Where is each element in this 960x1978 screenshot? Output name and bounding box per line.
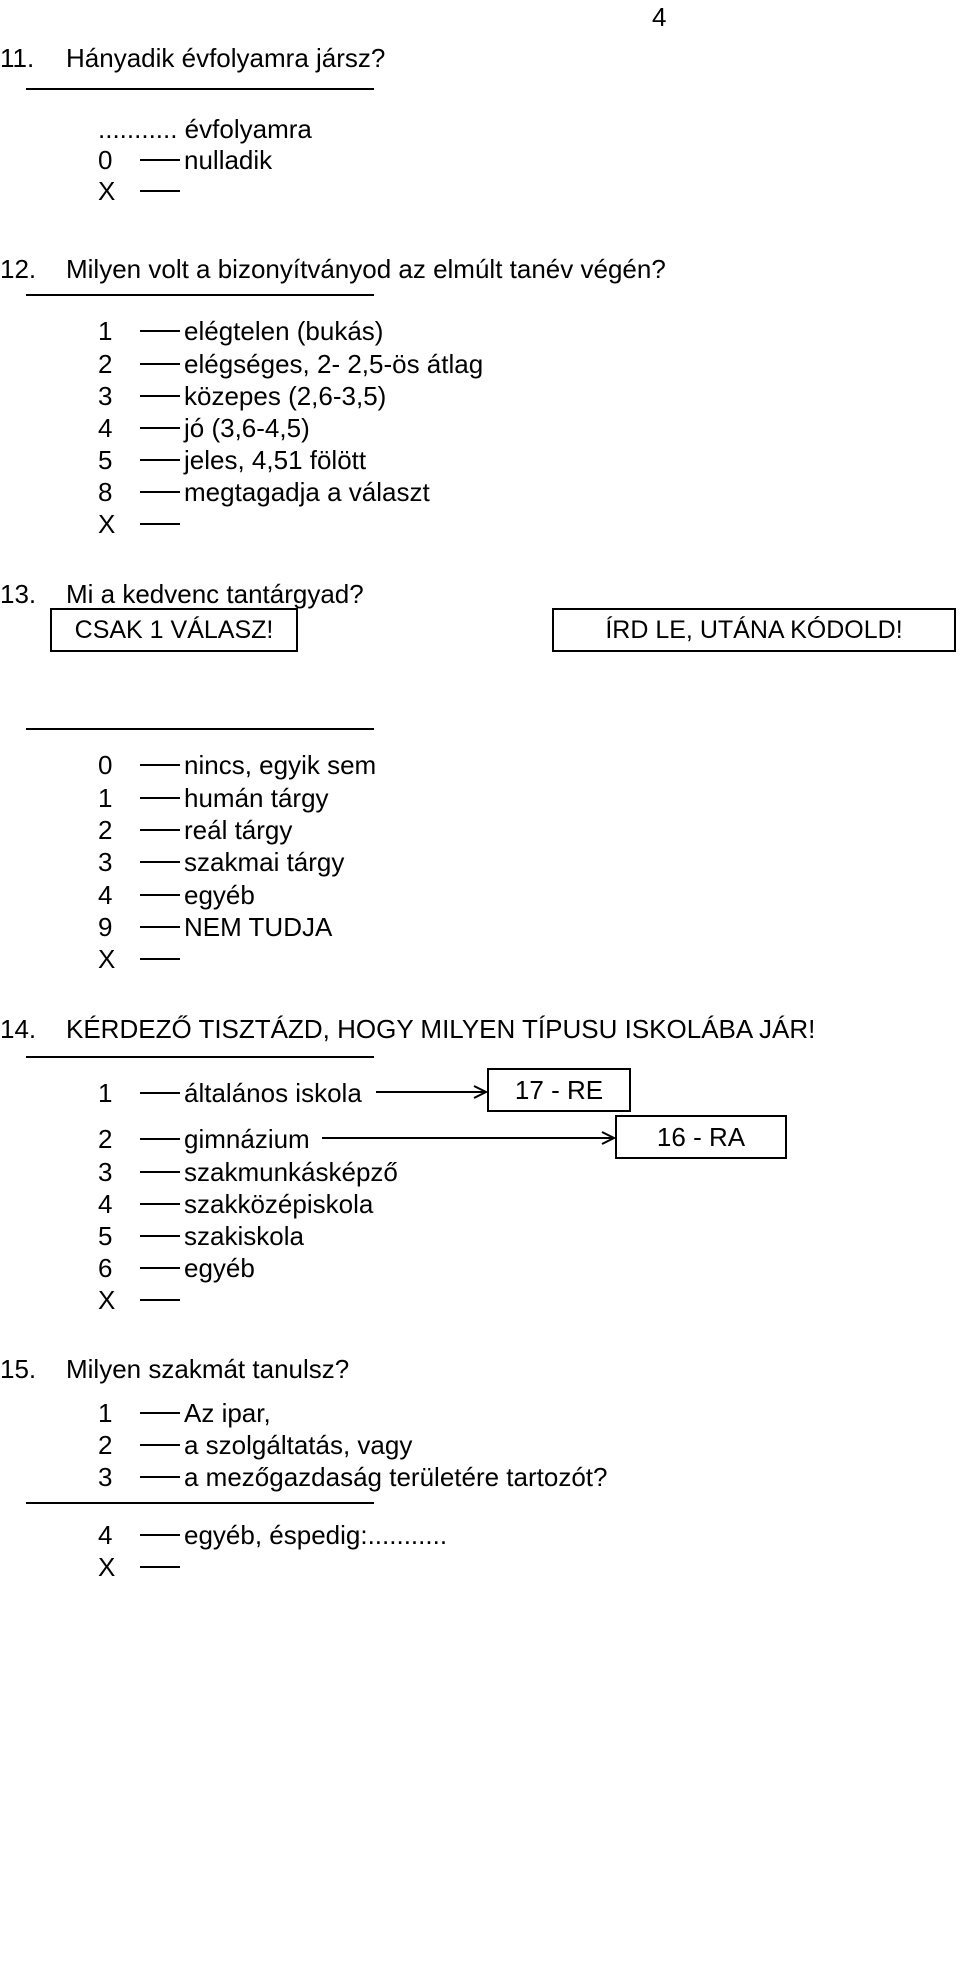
option-label: Az ipar, xyxy=(184,1398,271,1428)
option-code: 3 xyxy=(98,847,113,877)
question-number: 11. xyxy=(0,43,35,73)
question-text: Mi a kedvenc tantárgyad? xyxy=(66,579,364,609)
question-text: Milyen volt a bizonyítványod az elmúlt tanév végén? xyxy=(66,254,666,284)
option-label: egyéb, éspedig:........... xyxy=(184,1520,448,1550)
skip-box-17: 17 - RE xyxy=(487,1068,631,1112)
option-label: szakiskola xyxy=(184,1221,304,1251)
option-code: 4 xyxy=(98,1520,113,1550)
option-dash xyxy=(140,1171,180,1173)
option-dash xyxy=(140,1203,180,1205)
option-dash xyxy=(140,330,180,332)
option-dash xyxy=(140,1566,180,1568)
option-dash xyxy=(140,861,180,863)
option-dash xyxy=(140,1444,180,1446)
option-code: 4 xyxy=(98,1189,113,1219)
option-dash xyxy=(140,1412,180,1414)
option-code: 3 xyxy=(98,381,113,411)
option-label: elégtelen (bukás) xyxy=(184,316,384,346)
option-code: X xyxy=(98,509,116,539)
option-dash xyxy=(140,1299,180,1301)
skip-arrow-16-icon xyxy=(322,1130,618,1146)
option-label: szakmunkásképző xyxy=(184,1157,398,1187)
option-label: a szolgáltatás, vagy xyxy=(184,1430,413,1460)
option-label: humán tárgy xyxy=(184,783,329,813)
option-code: X xyxy=(98,1552,116,1582)
question-text: Hányadik évfolyamra jársz? xyxy=(66,43,386,73)
option-label: közepes (2,6-3,5) xyxy=(184,381,387,411)
option-code: 2 xyxy=(98,349,113,379)
option-label: nulladik xyxy=(184,145,273,175)
option-dash xyxy=(140,1534,180,1536)
option-code: 1 xyxy=(98,1078,113,1108)
option-code: 5 xyxy=(98,1221,113,1251)
option-dash xyxy=(140,1092,180,1094)
option-code: X xyxy=(98,944,116,974)
option-label: a mezőgazdaság területére tartozót? xyxy=(184,1462,608,1492)
page-number: 4 xyxy=(652,2,667,32)
option-code: 2 xyxy=(98,1430,113,1460)
dotted-answer-field[interactable]: ........... évfolyamra xyxy=(98,114,312,144)
option-code: 4 xyxy=(98,880,113,910)
option-dash xyxy=(140,829,180,831)
question-number: 13. xyxy=(0,579,37,609)
option-code: 4 xyxy=(98,413,113,443)
option-dash xyxy=(140,797,180,799)
option-dash xyxy=(140,523,180,525)
option-label: megtagadja a választ xyxy=(184,477,430,507)
option-code: 3 xyxy=(98,1157,113,1187)
answer-rule xyxy=(26,728,374,730)
option-code: 5 xyxy=(98,445,113,475)
option-dash xyxy=(140,363,180,365)
option-code: 8 xyxy=(98,477,113,507)
option-code: 6 xyxy=(98,1253,113,1283)
question-text: KÉRDEZŐ TISZTÁZD, HOGY MILYEN TÍPUSU ISKOLÁBA JÁR! xyxy=(66,1014,816,1044)
option-dash xyxy=(140,190,180,192)
answer-rule xyxy=(26,1056,374,1058)
option-label: nincs, egyik sem xyxy=(184,750,377,780)
option-label: egyéb xyxy=(184,1253,255,1283)
skip-arrow-17-icon xyxy=(376,1084,488,1100)
option-dash xyxy=(140,459,180,461)
option-dash xyxy=(140,1476,180,1478)
option-label: jeles, 4,51 fölött xyxy=(184,445,367,475)
option-code: 3 xyxy=(98,1462,113,1492)
option-label: jó (3,6-4,5) xyxy=(184,413,310,443)
question-number: 12. xyxy=(0,254,37,284)
option-code: 1 xyxy=(98,316,113,346)
option-code: 1 xyxy=(98,1398,113,1428)
option-label: elégséges, 2- 2,5-ös átlag xyxy=(184,349,484,379)
option-dash xyxy=(140,894,180,896)
option-dash xyxy=(140,1138,180,1140)
option-code: X xyxy=(98,176,116,206)
option-label: reál tárgy xyxy=(184,815,293,845)
option-code: 2 xyxy=(98,1124,113,1154)
option-dash xyxy=(140,1235,180,1237)
option-code: 2 xyxy=(98,815,113,845)
option-dash xyxy=(140,159,180,161)
question-number: 14. xyxy=(0,1014,37,1044)
option-label: szakközépiskola xyxy=(184,1189,374,1219)
option-dash xyxy=(140,491,180,493)
option-dash xyxy=(140,395,180,397)
option-label: szakmai tárgy xyxy=(184,847,345,877)
answer-rule xyxy=(26,294,374,296)
question-text: Milyen szakmát tanulsz? xyxy=(66,1354,350,1384)
option-code: 1 xyxy=(98,783,113,813)
option-code: 9 xyxy=(98,912,113,942)
skip-box-16: 16 - RA xyxy=(615,1115,787,1159)
option-label: NEM TUDJA xyxy=(184,912,333,942)
option-label: egyéb xyxy=(184,880,255,910)
instruction-box-single-answer: CSAK 1 VÁLASZ! xyxy=(50,608,298,652)
instruction-box-write-then-code: ÍRD LE, UTÁNA KÓDOLD! xyxy=(552,608,956,652)
option-dash xyxy=(140,958,180,960)
option-dash xyxy=(140,1267,180,1269)
option-label: általános iskola xyxy=(184,1078,362,1108)
answer-rule xyxy=(26,88,374,90)
option-dash xyxy=(140,427,180,429)
option-code: 0 xyxy=(98,750,113,780)
option-dash xyxy=(140,764,180,766)
option-label: gimnázium xyxy=(184,1124,310,1154)
option-code: 0 xyxy=(98,145,113,175)
answer-rule xyxy=(26,1502,374,1504)
question-number: 15. xyxy=(0,1354,37,1384)
option-code: X xyxy=(98,1285,116,1315)
option-dash xyxy=(140,926,180,928)
